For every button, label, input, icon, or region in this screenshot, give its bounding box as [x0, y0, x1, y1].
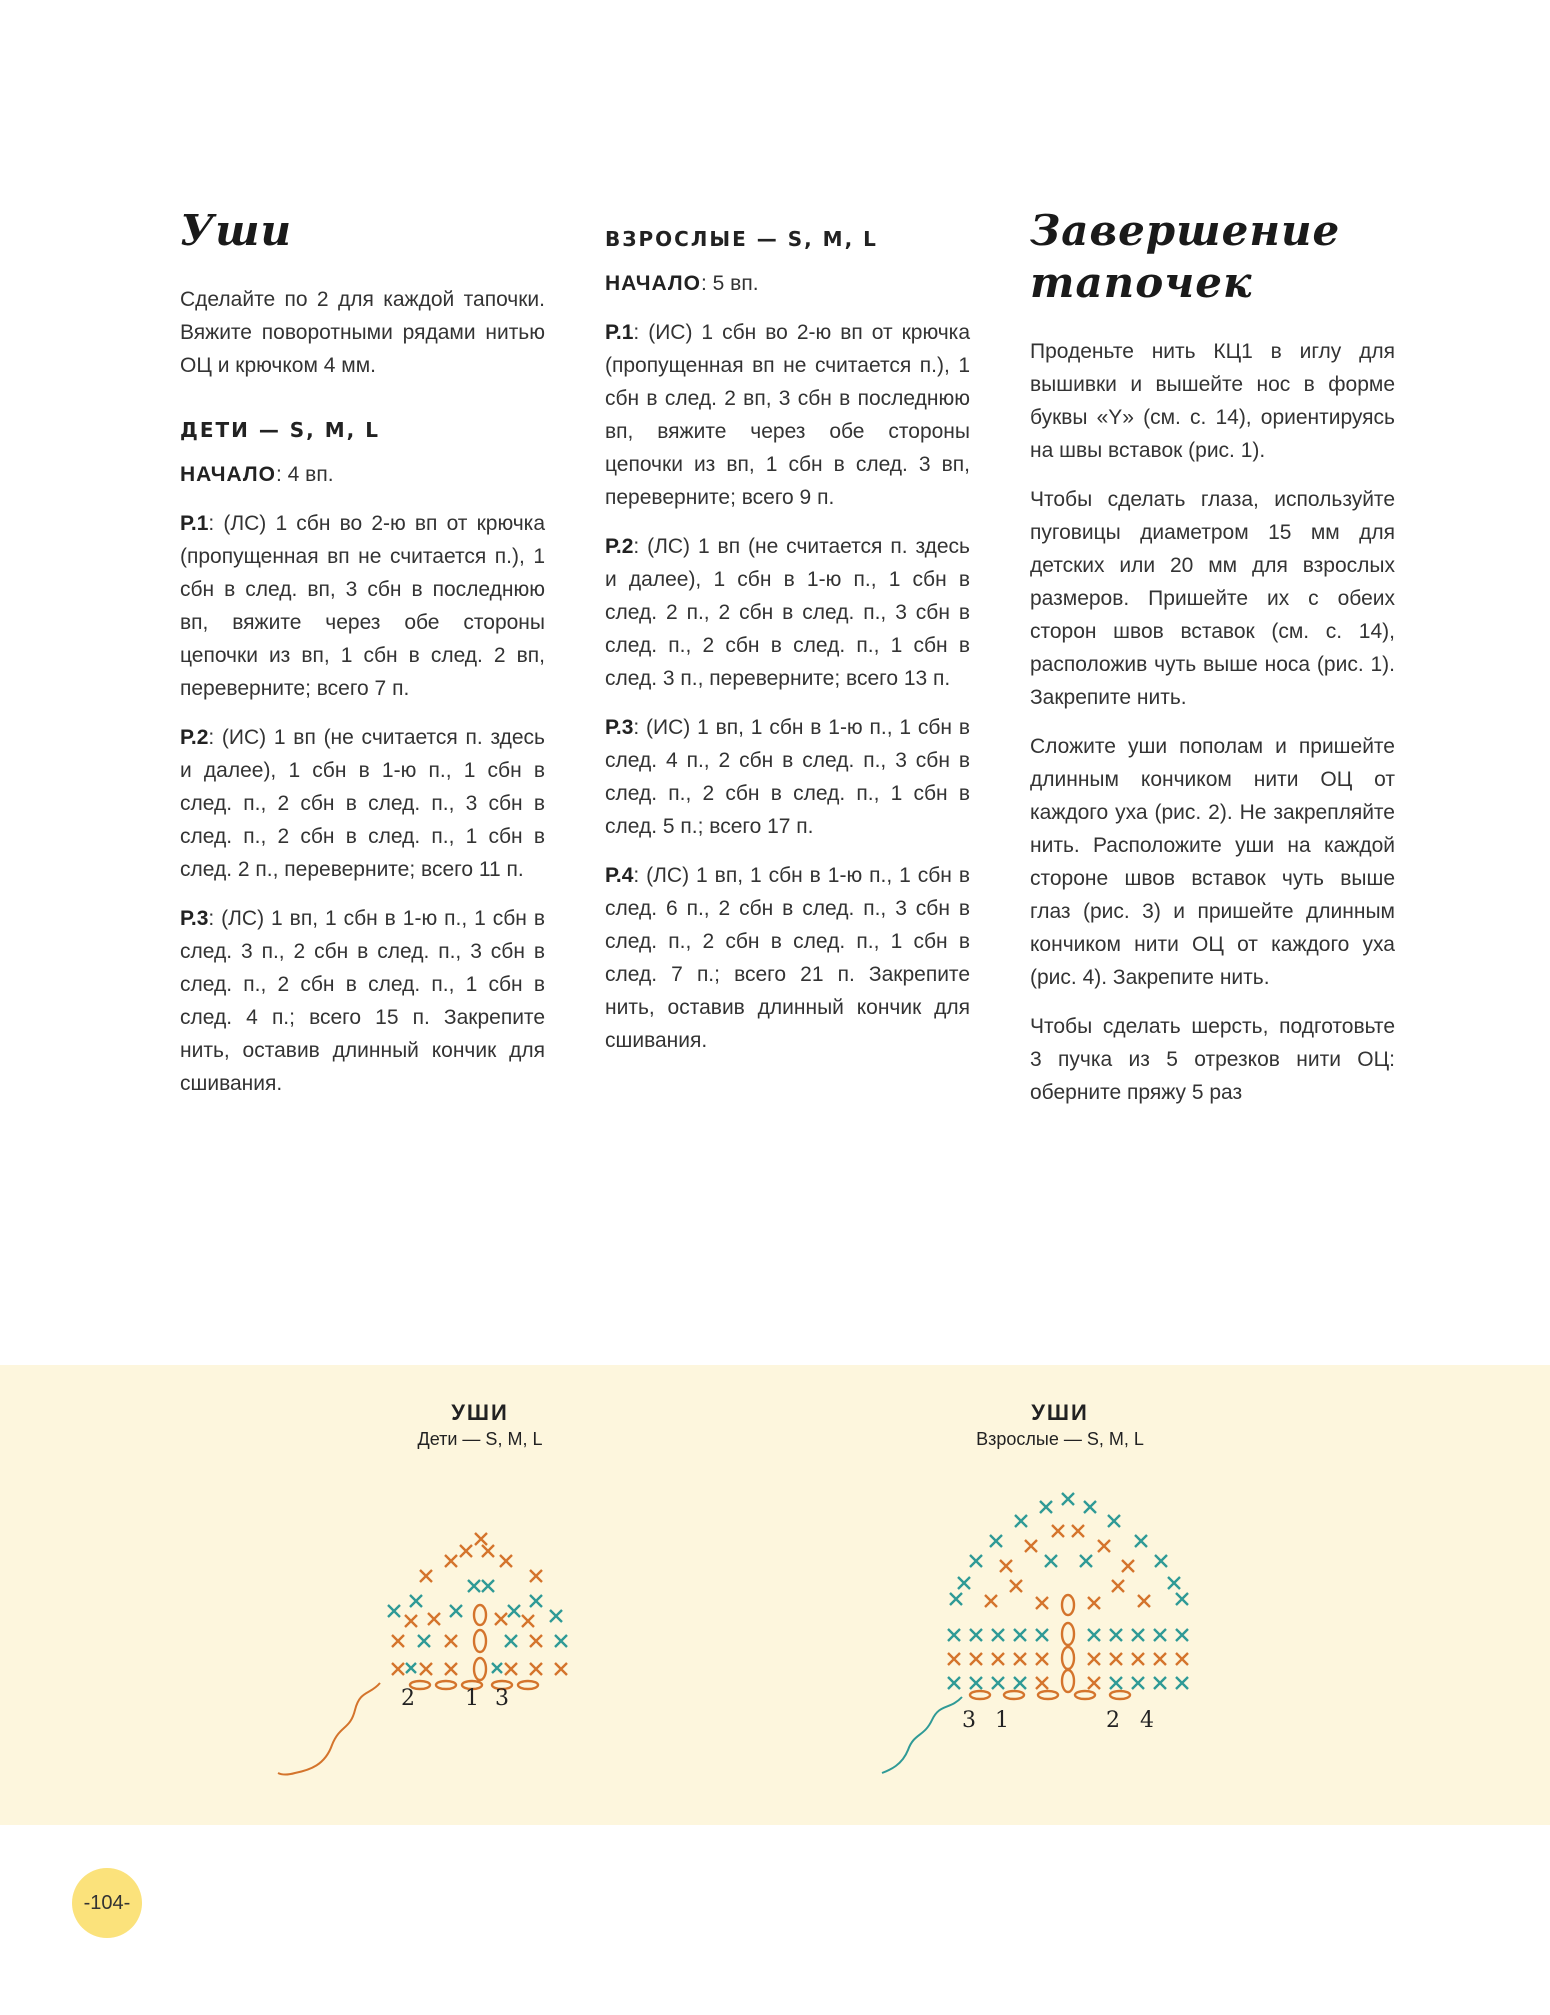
adults-subheading: ВЗРОСЛЫЕ — S, M, L — [605, 227, 878, 251]
kids-start: НАЧАЛО: 4 вп. — [180, 463, 334, 486]
finishing-paragraph-3: Сложите уши пополам и пришейте длинным кончиком нити ОЦ от каждого уха (рис. 2). Не закрепляйте нить. Расположите уши на каждой стороне швов вставок чуть выше глаз (рис. 3) и пришейте длинным кончиком нити ОЦ от каждого уха (рис. 4). Закрепите нить. — [1030, 735, 1395, 989]
kids-row-1: Р.1: (ЛС) 1 сбн во 2-ю вп от крючка (пропущенная вп не считается п.), 1 сбн в след. вп, 3 сбн в последнюю вп, вяжите через обе стороны цепочки из вп, 1 сбн в след. 2 вп, переверните; всего 7 п. — [180, 512, 545, 700]
row-number-label: 1 — [465, 1686, 479, 1711]
row-number-label: 3 — [495, 1686, 509, 1711]
row-number-label: 1 — [995, 1708, 1009, 1733]
adults-row-3: Р.3: (ИС) 1 вп, 1 сбн в 1-ю п., 1 сбн в след. 4 п., 2 сбн в след. п., 3 сбн в след. п., 2 сбн в след. п., 1 сбн в след. 5 п.; всего 17 п. — [605, 716, 970, 838]
finishing-paragraph-1: Проденьте нить КЦ1 в иглу для вышивки и вышейте нос в форме буквы «Y» (см. с. 14), ориентируясь на швы вставок (рис. 1). — [1030, 340, 1395, 462]
adult-row-bottom-ellipses — [970, 1670, 1130, 1699]
finishing-paragraph-2: Чтобы сделать глаза, используйте пуговицы диаметром 15 мм для детских или 20 мм для взрослых размеров. Пришейте их с обеих сторон швов вставок (см. с. 14), расположив чуть выше носа (рис. 1). Закрепите нить. — [1030, 488, 1395, 709]
diagram-band — [0, 1365, 1550, 1825]
adults-row-1: Р.1: (ИС) 1 сбн во 2-ю вп от крючка (пропущенная вп не считается п.), 1 сбн в след. 2 вп, 3 сбн в последнюю вп, вяжите через обе стороны цепочки из вп, 1 сбн в след. 3 вп, переверните; всего 9 п. — [605, 321, 970, 509]
row-2-teal — [418, 1635, 567, 1647]
diagram-kids-subtitle: Дети — S, M, L — [417, 1429, 543, 1449]
diagram-kids — [260, 1365, 640, 1825]
diagram-adults-subtitle: Взрослые — S, M, L — [976, 1429, 1144, 1449]
intro-paragraph: Сделайте по 2 для каждой тапочки. Вяжите поворотными рядами нитью ОЦ и крючком 4 мм. — [180, 288, 545, 377]
diagram-kids-title: УШИ — [451, 1400, 509, 1425]
diagram-kids-chart — [260, 1365, 640, 1825]
row-2-stitches — [392, 1630, 542, 1652]
column-ears-kids — [180, 205, 545, 1116]
row-number-label: 2 — [401, 1686, 415, 1711]
yarn-tail — [278, 1683, 380, 1775]
column-ears-adults — [605, 205, 970, 1073]
yarn-tail — [882, 1697, 962, 1773]
adult-dome-teal — [950, 1493, 1188, 1605]
diagram-adults-chart — [840, 1365, 1260, 1825]
row-number-label: 3 — [962, 1708, 976, 1733]
kids-row-3: Р.3: (ЛС) 1 вп, 1 сбн в 1-ю п., 1 сбн в след. 3 п., 2 сбн в след. п., 3 сбн в след. п., 2 сбн в след. п., 1 сбн в след. 4 п.; всего 15 п. Закрепите нить, оставив длинный кончик для сшивания. — [180, 907, 545, 1095]
row-number-label: 4 — [1140, 1708, 1154, 1733]
row-3-orange — [405, 1533, 542, 1627]
diagram-adults — [840, 1365, 1260, 1825]
row-1-stitches — [392, 1658, 567, 1689]
row-number-label: 2 — [1106, 1708, 1120, 1733]
adults-row-2: Р.2: (ЛС) 1 вп (не считается п. здесь и далее), 1 сбн в 1-ю п., 1 сбн в след. 2 п., 2 сбн в след. п., 3 сбн в след. п., 2 сбн в след. п., 1 сбн в след. 3 п., переверните; всего 13 п. — [605, 535, 970, 690]
kids-row-2: Р.2: (ИС) 1 вп (не считается п. здесь и далее), 1 сбн в 1-ю п., 1 сбн в след. п., 2 сбн в след. п., 3 сбн в след. п., 2 сбн в след. п., 1 сбн в след. 2 п., переверните; всего 11 п. — [180, 726, 545, 881]
adults-row-4: Р.4: (ЛС) 1 вп, 1 сбн в 1-ю п., 1 сбн в след. 6 п., 2 сбн в след. п., 3 сбн в след. п., 2 сбн в след. п., 1 сбн в след. 7 п.; всего 21 п. Закрепите нить, оставив длинный кончик для сшивания. — [605, 864, 970, 1052]
column-finishing — [1030, 205, 1395, 1125]
adult-row-2 — [948, 1647, 1188, 1669]
adult-dome-orange — [985, 1525, 1150, 1615]
diagram-adults-title: УШИ — [1031, 1400, 1089, 1425]
section-title-ears: Уши — [180, 206, 293, 255]
page-number: -104- — [72, 1868, 142, 1938]
section-title-finishing: Завершение тапочек — [1030, 206, 1341, 307]
adult-row-bottom — [948, 1677, 1188, 1689]
adult-row-3 — [948, 1623, 1188, 1645]
finishing-paragraph-4: Чтобы сделать шерсть, подготовьте 3 пучка из 5 отрезков нити ОЦ: оберните пряжу 5 раз — [1030, 1015, 1395, 1104]
kids-subheading: ДЕТИ — S, M, L — [180, 418, 380, 442]
adults-start: НАЧАЛО: 5 вп. — [605, 272, 759, 295]
